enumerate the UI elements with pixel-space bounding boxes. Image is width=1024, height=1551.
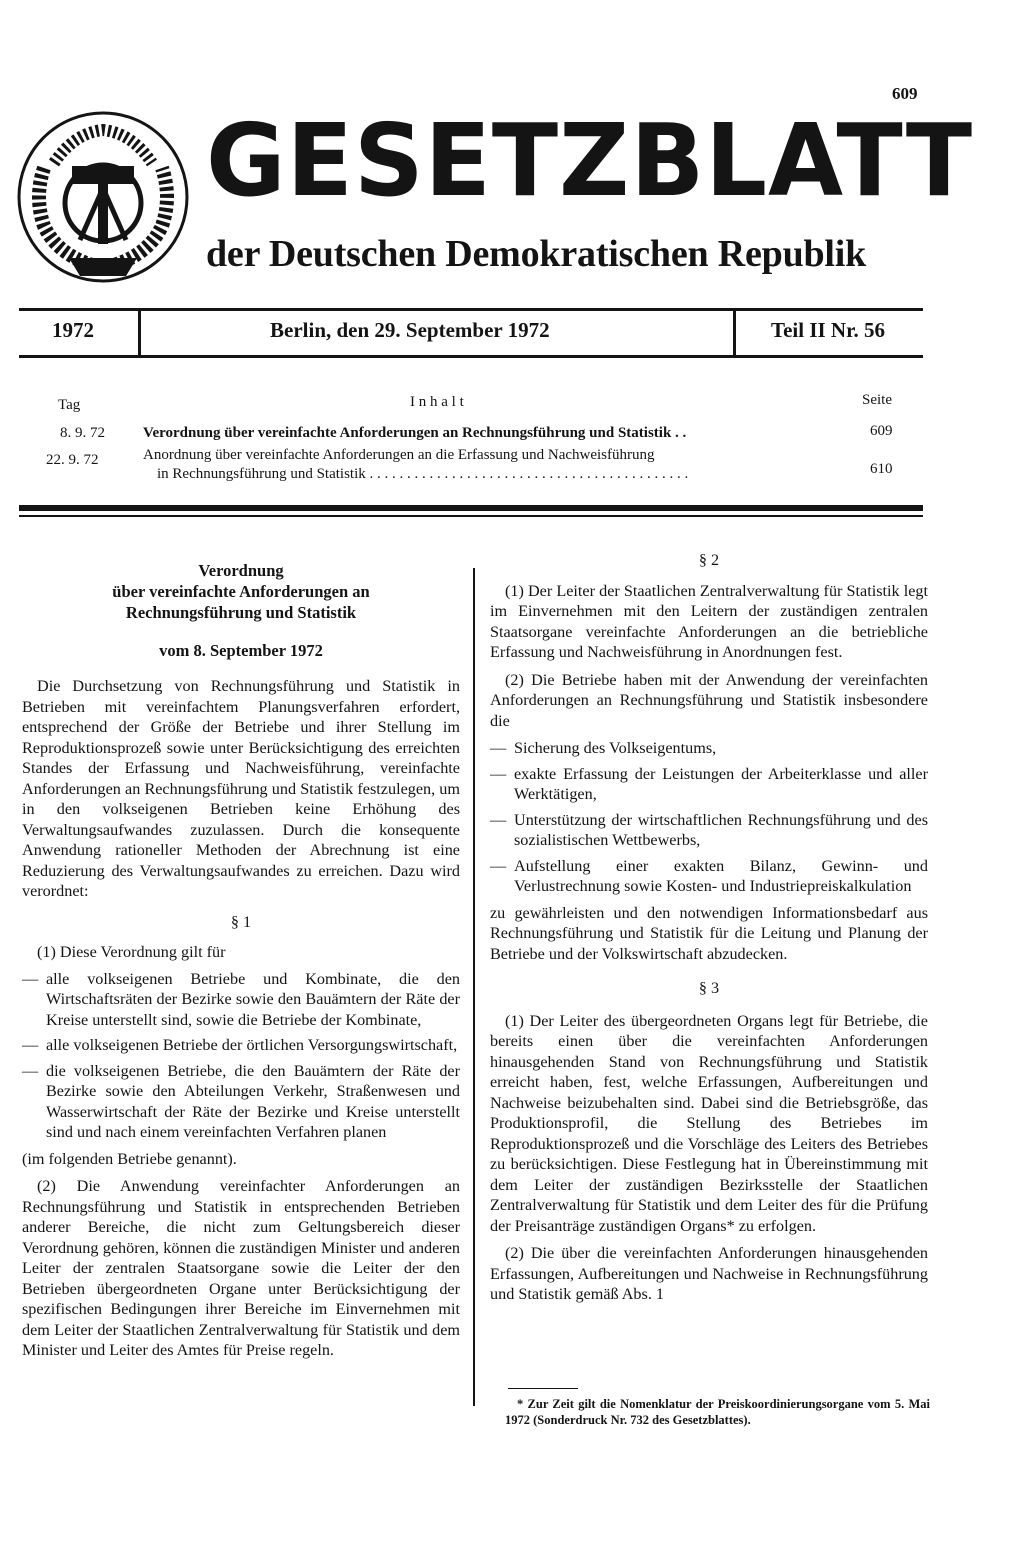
paragraph: zu gewährleisten und den notwendigen Informationsbedarf aus Rechnungsführung und Statistik für die Leitung und Planung der Betriebe und der Volkswirtschaft abzudecken. xyxy=(490,903,928,963)
toc-bottom-rule-thin xyxy=(19,515,923,517)
decree-title: über vereinfachte Anforderungen an xyxy=(112,582,370,601)
list-item: — Unterstützung der wirtschaftlichen Rechnungsführung und des sozialistischen Wettbewerbs, xyxy=(490,810,928,849)
toc-entry-page: 609 xyxy=(870,423,893,439)
footnote: * Zur Zeit gilt die Nomenklatur der Preiskoordinierungsorgane vom 5. Mai 1972 (Sonderdruck Nr. 732 des Gesetzblattes). xyxy=(505,1397,930,1427)
band-top-rule xyxy=(19,308,923,311)
toc-entry-title: Verordnung über vereinfachte Anforderungen an Rechnungsführung und Statistik . . xyxy=(143,425,687,441)
band-bottom-rule xyxy=(19,355,923,358)
list-item: — alle volkseigenen Betriebe der örtlichen Versorgungswirtschaft, xyxy=(22,1036,458,1054)
paragraph: (1) Der Leiter des übergeordneten Organs legt für Betriebe, die bereits einen über die vereinfachten Anforderungen hinausgehenden Stand von Rechnungsführung und Statistik erreicht haben, fest, welche Erfassungen, Aufbereitungen und Nachweise beizubehalten sind. Dabei sind die Betriebsgröße, das Produktionsprofil, die Stellung des Betriebes im Reproduktionsprozeß und die Vorschläge des Leiters des Betriebes zu berücksichtigen. Diese Festlegung hat in Übereinstimmung mit dem Leiter der zuständigen Bezirksstelle der Staatlichen Zentralverwaltung für Statistik und dem Leiter des für die Prüfung der Preisanträge zuständigen Organs* zu erfolgen. xyxy=(490,1011,928,1235)
scope-list xyxy=(22,969,460,1143)
toc-heading: I n h a l t xyxy=(410,394,464,410)
left-column xyxy=(22,560,460,1368)
section-heading: § 1 xyxy=(230,912,252,931)
paragraph: (2) Die über die vereinfachten Anforderungen hinausgehenden Erfassungen, Aufbereitungen und Nachweise in Rechnungsführung und Statistik gemäß Abs. 1 xyxy=(490,1244,928,1303)
list-item: — alle volkseigenen Betriebe und Kombinate, die den Wirtschaftsräten der Bezirke sowie den Bauämtern der Räte der Kreise unterstellt sind, sowie die Betriebe der Kombinate, xyxy=(22,969,460,1029)
decree-title: Verordnung xyxy=(198,561,284,580)
paragraph: (1) Diese Verordnung gilt für xyxy=(37,943,226,961)
masthead-subtitle: der Deutschen Demokratischen Republik xyxy=(206,233,867,275)
masthead-title: GESETZBLATT xyxy=(206,102,974,219)
toc-entry-date: 8. 9. 72 xyxy=(60,425,105,441)
page-number: 609 xyxy=(892,84,918,103)
list-item: — exakte Erfassung der Leistungen der Arbeiterklasse und aller Werktätigen, xyxy=(490,764,928,803)
paragraph: (2) Die Anwendung vereinfachter Anforderungen an Rechnungsführung und Statistik in entsprechenden Betrieben anderer Bereiche, die nicht zum Geltungsbereich dieser Verordnung gehören, können die zuständigen Minister und anderen Leiter der zentralen Staatsorgane sowie die Leiter der den Betrieben übergeordneten Organe unter Berücksichtigung der spezifischen Bedingungen ihrer Bereiche im Einvernehmen mit dem Leiter der Staatlichen Zentralverwaltung für Statistik und dem Minister und Leiter des Amtes für Preise regeln. xyxy=(22,1177,460,1359)
paragraph: (im folgenden Betriebe genannt). xyxy=(22,1149,237,1168)
right-column xyxy=(490,550,928,1312)
toc-day-header: Tag xyxy=(58,397,81,413)
section-heading: § 2 xyxy=(698,551,720,569)
toc-entry-title-cont: in Rechnungsführung und Statistik . . . . . . . . . . . . . . . . . . . . . . . . . . . . . . . . . . . . . . . . . . . xyxy=(157,466,689,482)
duties-list xyxy=(490,738,928,897)
issue-place-date: Berlin, den 29. September 1972 xyxy=(270,318,550,342)
state-emblem-icon xyxy=(14,108,192,286)
decree-date: vom 8. September 1972 xyxy=(159,641,323,660)
band-divider-right xyxy=(733,310,736,357)
paragraph: (2) Die Betriebe haben mit der Anwendung der vereinfachten Anforderungen an Rechnungsführung und Statistik insbesondere die xyxy=(490,670,928,730)
toc-bottom-rule-thick xyxy=(19,505,923,511)
decree-title: Rechnungsführung und Statistik xyxy=(125,603,357,622)
list-item: — Aufstellung einer exakten Bilanz, Gewinn- und Verlustrechnung sowie Kosten- und Industriepreiskalkulation xyxy=(490,856,928,895)
section-heading: § 3 xyxy=(698,979,720,997)
preamble: Die Durchsetzung von Rechnungsführung und Statistik in Betrieben mit vereinfachtem Planungsverfahren erfordert, entsprechend der Größe der Betriebe und ihrer Stellung im Reproduktionsprozeß sowie unter Berücksichtigung des erreichten Standes der Erfassung und Nachweisführung, vereinfachte Anforderungen an Rechnungsführung und Statistik festzulegen, um in den volkseigenen Betrieben keine Erhöhung des Verwaltungsaufwandes zuzulassen. Durch die konsequente Anwendung rationeller Methoden der Abrechnung ist eine Reduzierung des Verwaltungsaufwandes zu erreichen. Dazu wird verordnet: xyxy=(22,677,460,900)
issue-year: 1972 xyxy=(52,318,94,342)
toc-entry-page: 610 xyxy=(870,461,893,477)
toc-entry-date: 22. 9. 72 xyxy=(46,452,99,468)
band-divider-left xyxy=(138,310,141,357)
footnote-rule xyxy=(508,1388,578,1389)
paragraph: (1) Der Leiter der Staatlichen Zentralverwaltung für Statistik legt im Einvernehmen mit den Leitern der zuständigen zentralen Staatsorgane vereinfachte Anforderungen an die betriebliche Erfassung und Nachweisführung in Anordnungen fest. xyxy=(490,581,928,661)
toc-entry-title: Anordnung über vereinfachte Anforderungen an die Erfassung und Nachweisführung xyxy=(143,447,655,463)
list-item: — Sicherung des Volkseigentums, xyxy=(490,739,717,757)
list-item: — die volkseigenen Betriebe, die den Bauämtern der Räte der Bezirke sowie den Abteilungen Verkehr, Straßenwesen und Wasserwirtschaft der Räte der Bezirke und Kreise unterstellt sind und nach einem vereinfachten Verfahren planen xyxy=(22,1061,460,1141)
issue-number: Teil II Nr. 56 xyxy=(771,318,885,342)
column-divider xyxy=(473,568,475,1406)
toc-page-header: Seite xyxy=(862,392,892,408)
